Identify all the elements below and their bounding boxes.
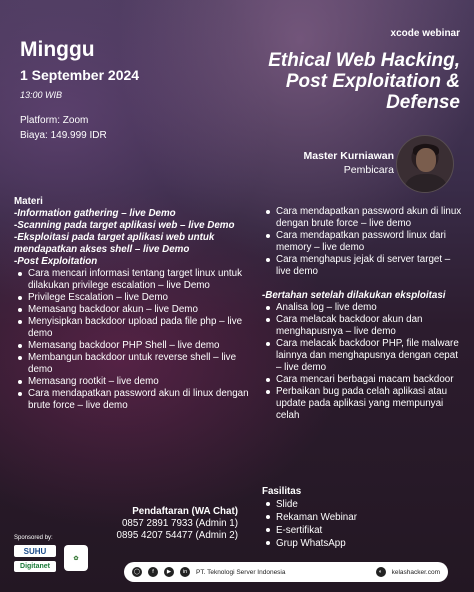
list-item: Cara mencari berbagai macam backdoor xyxy=(262,374,462,386)
footer-company: PT. Teknologi Server Indonesia xyxy=(196,568,286,576)
list-item: Analisa log – live demo xyxy=(262,302,462,314)
list-item: E-sertifikat xyxy=(262,524,357,537)
digitanet-logo: Digitanet xyxy=(14,561,56,572)
event-day: Minggu xyxy=(20,38,95,61)
defense-heading: -Bertahan setelah dilakukan eksploitasi xyxy=(262,290,446,301)
fasilitas-section xyxy=(262,485,357,550)
registration-contact-1[interactable]: 0857 2891 7933 (Admin 1) xyxy=(121,518,238,529)
speaker-role: Pembicara xyxy=(343,164,394,176)
right-column xyxy=(262,206,462,422)
event-platform: Platform: Zoom xyxy=(20,115,89,126)
list-item: Cara mendapatkan password akun di linux dengan brute force – live demo xyxy=(262,206,462,230)
list-item: Perbaikan bug pada celah aplikasi atau update pada aplikasi yang mempunyai celah xyxy=(262,386,462,422)
instagram-icon[interactable]: ◯ xyxy=(133,569,141,575)
post-exploitation-list-continued xyxy=(262,206,462,278)
list-item: Memasang backdoor akun – live Demo xyxy=(14,304,254,316)
list-item: Cara menghapus jejak di server target – live demo xyxy=(262,254,462,278)
materi-heading: Materi xyxy=(14,196,43,207)
list-item: Memasang backdoor PHP Shell – live demo xyxy=(14,340,254,352)
list-item: Slide xyxy=(262,498,357,511)
sponsor-label: Sponsored by: xyxy=(14,535,53,541)
topic-information-gathering: -Information gathering – live Demo xyxy=(14,208,176,219)
title-line-2: Post Exploitation & xyxy=(285,71,460,92)
youtube-icon[interactable]: ▶ xyxy=(164,567,174,577)
list-item: Membangun backdoor untuk reverse shell – live demo xyxy=(14,352,254,376)
title-line-3: Defense xyxy=(386,92,460,113)
list-item: Cara mendapatkan password akun di linux dengan brute force – live demo xyxy=(14,388,254,412)
registration-contact-2[interactable]: 0895 4207 54477 (Admin 2) xyxy=(116,530,238,541)
footer-website[interactable]: kelashacker.com xyxy=(391,568,440,576)
registration-section xyxy=(100,506,238,542)
speaker-name: Master Kurniawan xyxy=(303,150,394,162)
sponsor-logo: ✿ xyxy=(64,545,88,571)
speaker-photo xyxy=(396,135,454,193)
topic-exploitation: -Eksploitasi pada target aplikasi web untuk mendapatkan akses shell – live Demo xyxy=(14,232,215,255)
defense-list xyxy=(262,302,462,422)
linkedin-icon[interactable]: in xyxy=(180,567,190,577)
brand-label: xcode webinar xyxy=(390,28,460,39)
title-line-1: Ethical Web Hacking, xyxy=(268,50,460,71)
event-time: 13:00 WIB xyxy=(20,90,63,100)
topic-post-exploitation: -Post Exploitation xyxy=(14,256,98,267)
registration-heading: Pendaftaran (WA Chat) xyxy=(132,506,238,517)
list-item: Grup WhatsApp xyxy=(262,537,357,550)
list-item: Cara mendapatkan password linux dari memory – live demo xyxy=(262,230,462,254)
footer-bar xyxy=(124,562,448,582)
event-price: Biaya: 149.999 IDR xyxy=(20,130,107,141)
list-item: Privilege Escalation – live Demo xyxy=(14,292,254,304)
list-item: Cara melacak backdoor PHP, file malware lainnya dan menghapusnya dengan cepat – live demo xyxy=(262,338,462,374)
list-item: Rekaman Webinar xyxy=(262,511,357,524)
list-item: Menyisipkan backdoor upload pada file php – live demo xyxy=(14,316,254,340)
fasilitas-list xyxy=(262,498,357,550)
fasilitas-heading: Fasilitas xyxy=(262,486,302,497)
materi-section xyxy=(14,196,254,412)
globe-icon: ◐ xyxy=(376,567,386,577)
post-exploitation-list xyxy=(14,268,254,412)
list-item: Cara mencari informasi tentang target linux untuk dilakukan privilege escalation – live Demo xyxy=(14,268,254,292)
suhu-logo: SUHU xyxy=(14,545,56,557)
topic-scanning: -Scanning pada target aplikasi web – live Demo xyxy=(14,220,235,231)
event-date: 1 September 2024 xyxy=(20,67,140,83)
facebook-icon[interactable]: f xyxy=(148,567,158,577)
webinar-title xyxy=(200,50,460,113)
list-item: Memasang rootkit – live demo xyxy=(14,376,254,388)
list-item: Cara melacak backdoor akun dan menghapusnya – live demo xyxy=(262,314,462,338)
